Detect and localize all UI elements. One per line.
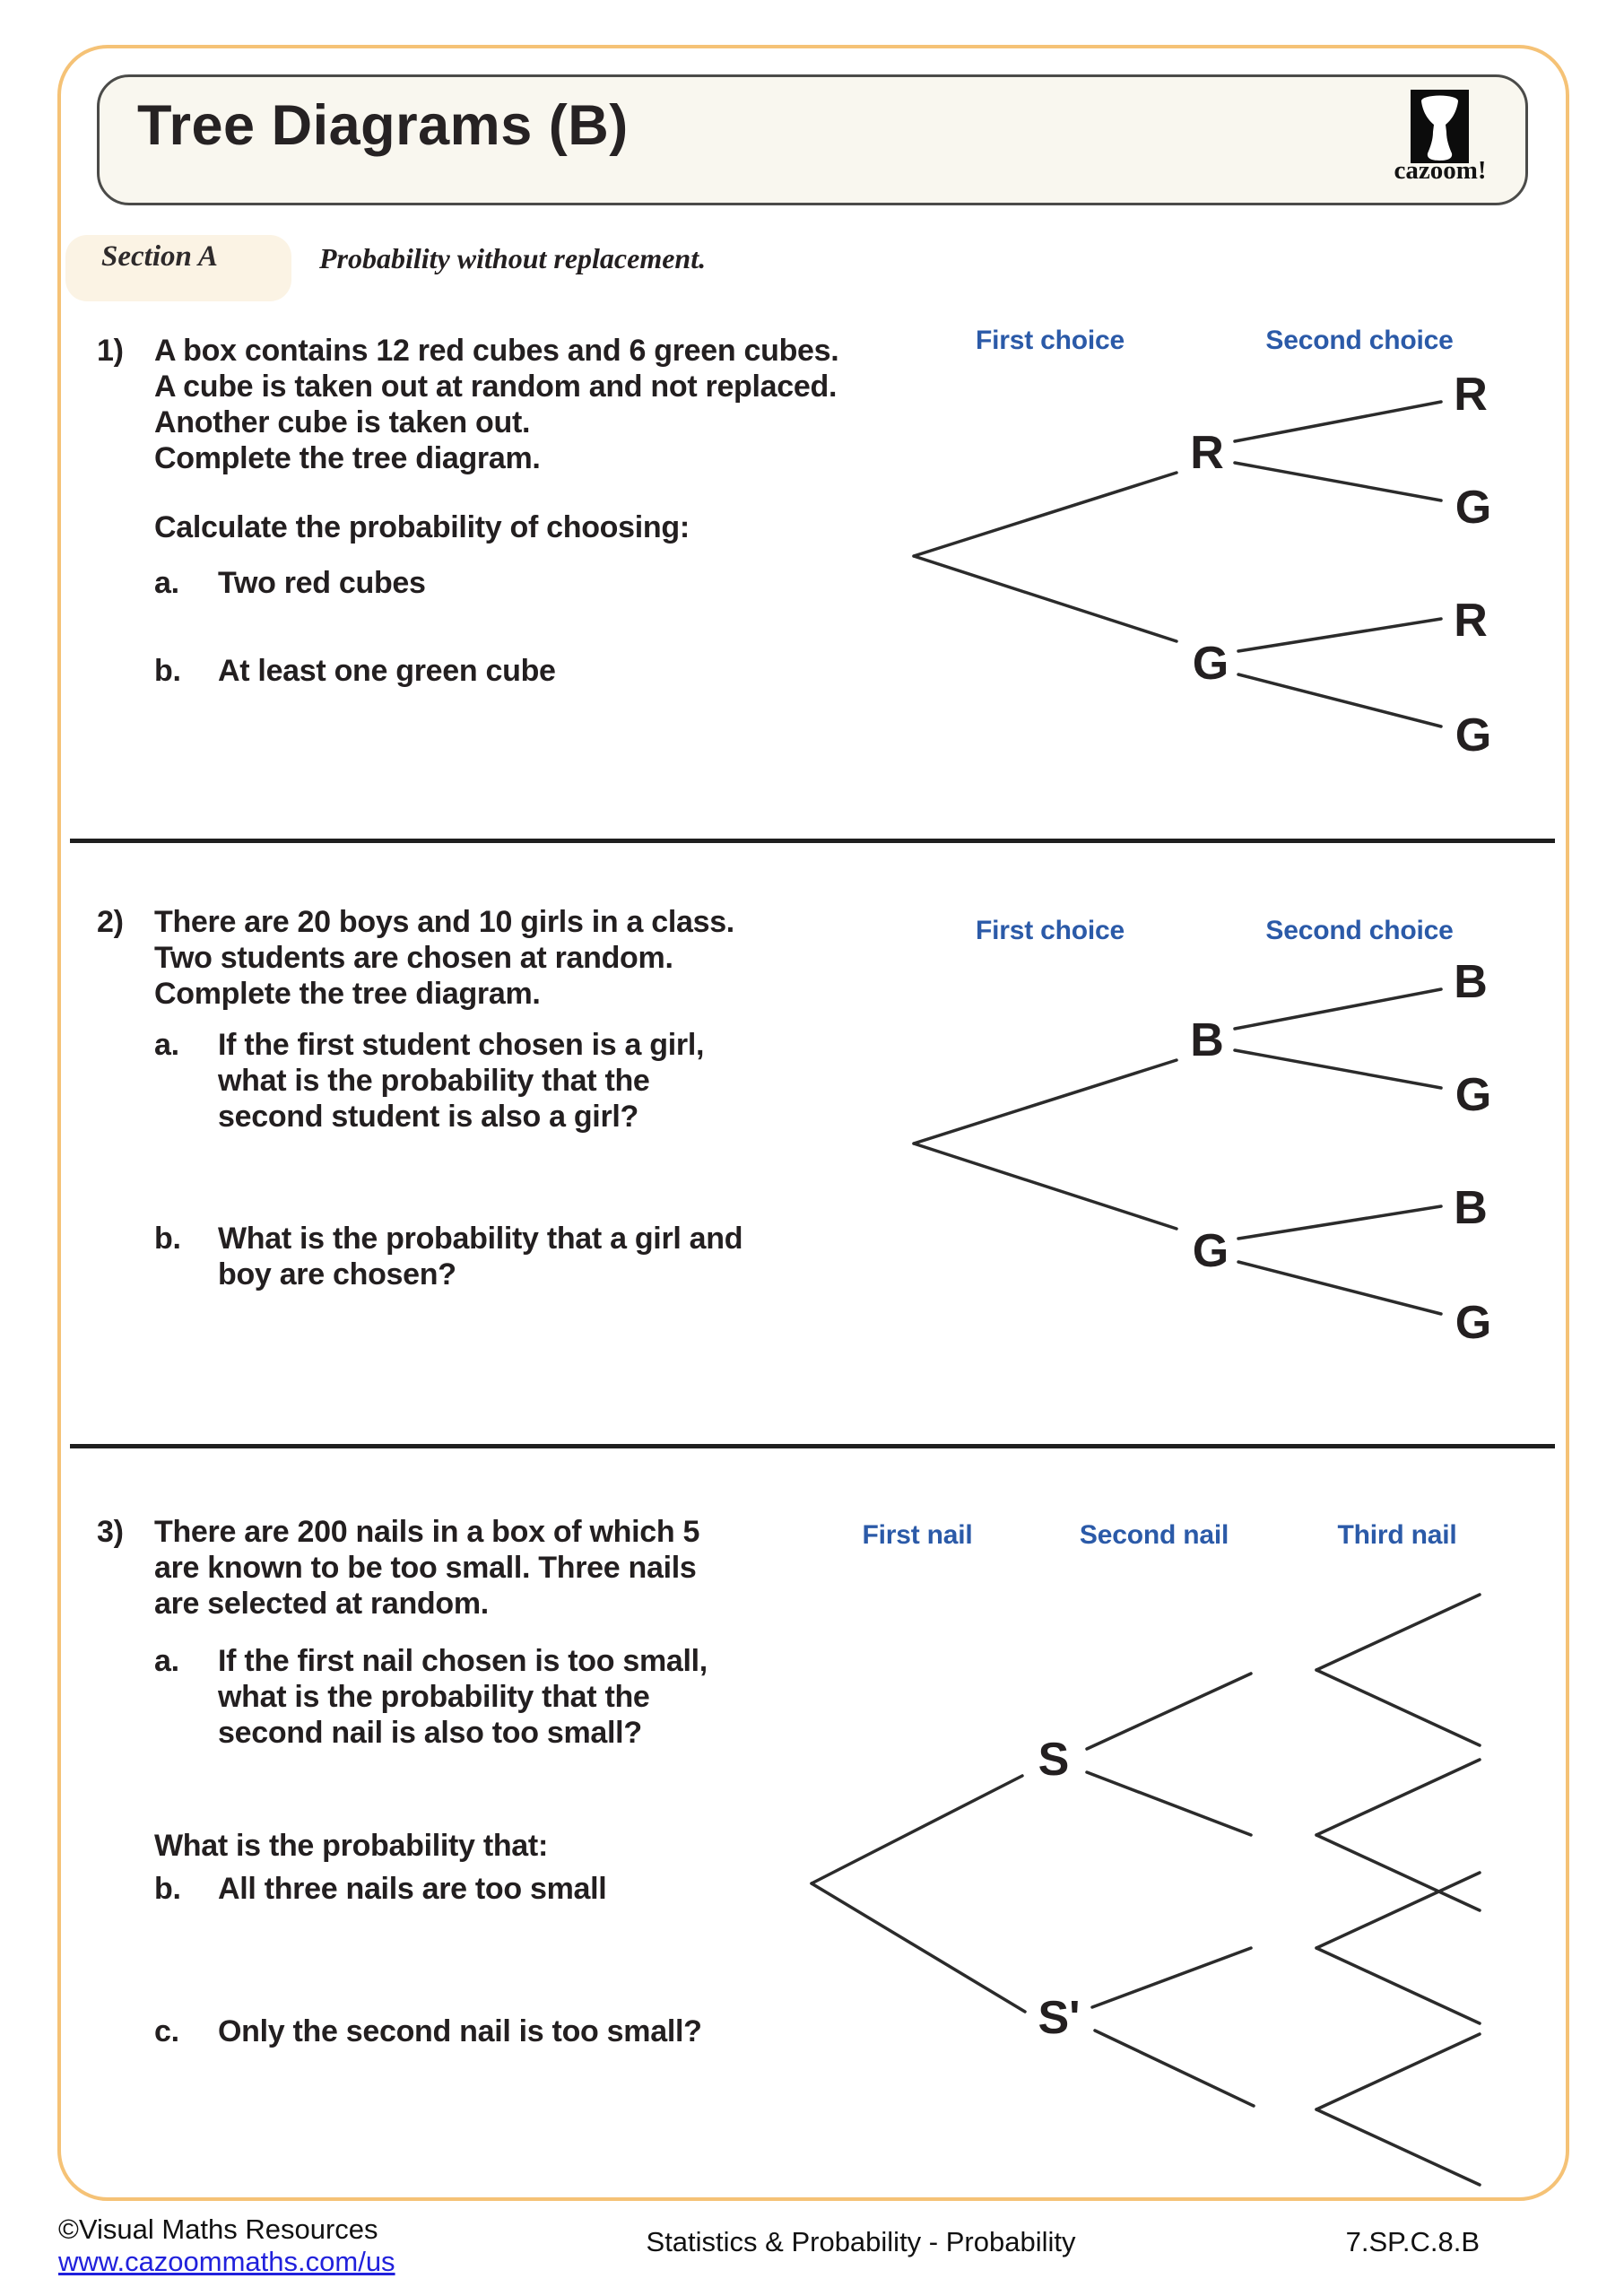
q3-part-b-label: b. (154, 1872, 181, 1906)
djembe-drum-icon (1411, 90, 1469, 163)
q1-part-a-text: Two red cubes (218, 566, 426, 600)
tree2-leaf-bb: B (1454, 956, 1488, 1008)
q1-part-b-label: b. (154, 654, 181, 688)
q3-part-c-text: Only the second nail is too small? (218, 2014, 702, 2048)
brand-text: cazoom! (1394, 156, 1487, 185)
q1-line: A box contains 12 red cubes and 6 green cubes. (154, 334, 839, 368)
tree3-node-s: S (1038, 1734, 1070, 1786)
footer-copyright: ©Visual Maths Resources (58, 2213, 378, 2245)
tree1-leaf-rr: R (1454, 369, 1488, 421)
q2-part-b-text: boy are chosen? (218, 1257, 456, 1292)
q2-part-b-text: What is the probability that a girl and (218, 1222, 743, 1256)
tree3-column-header-first: First nail (862, 1520, 973, 1550)
q3-part-a-text: second nail is also too small? (218, 1716, 642, 1750)
question-divider (70, 1444, 1555, 1448)
q3-line: are selected at random. (154, 1587, 489, 1621)
q1-prompt: Calculate the probability of choosing: (154, 510, 690, 544)
tree1-leaf-rg: G (1455, 482, 1492, 534)
q3-part-a-text: If the first nail chosen is too small, (218, 1644, 708, 1678)
section-label: Section A (101, 240, 218, 273)
q3-part-c-label: c. (154, 2014, 179, 2048)
footer-website-link[interactable]: www.cazoommaths.com/us (58, 2246, 395, 2277)
tree2-column-header-first: First choice (976, 916, 1125, 945)
q1-number: 1) (97, 334, 124, 368)
tree1-leaf-gr: R (1454, 595, 1488, 647)
q3-part-b-text: All three nails are too small (218, 1872, 607, 1906)
tree2-leaf-gb: B (1454, 1182, 1488, 1234)
q2-part-a-text: second student is also a girl? (218, 1100, 638, 1134)
q3-part-a-label: a. (154, 1644, 179, 1678)
tree1-node-g: G (1192, 638, 1229, 690)
tree3-node-s-prime: S' (1038, 1992, 1081, 2044)
section-subtitle: Probability without replacement. (319, 242, 707, 274)
q1-part-a-label: a. (154, 566, 179, 600)
q2-part-b-label: b. (154, 1222, 181, 1256)
question-divider (70, 839, 1555, 843)
q3-line: are known to be too small. Three nails (154, 1551, 697, 1585)
tree1-leaf-gg: G (1455, 709, 1492, 761)
tree2-leaf-gg: G (1455, 1297, 1492, 1349)
q3-line: There are 200 nails in a box of which 5 (154, 1515, 700, 1549)
tree2-column-header-second: Second choice (1265, 916, 1454, 945)
footer-category: Statistics & Probability - Probability (646, 2226, 1076, 2257)
tree2-node-g: G (1192, 1225, 1229, 1277)
q2-line: Complete the tree diagram. (154, 977, 541, 1011)
q2-line: Two students are chosen at random. (154, 941, 673, 975)
q1-part-b-text: At least one green cube (218, 654, 556, 688)
tree2-leaf-bg: G (1455, 1069, 1492, 1121)
q2-part-a-label: a. (154, 1028, 179, 1062)
q3-part-a-text: what is the probability that the (218, 1680, 650, 1714)
tree1-node-r: R (1190, 427, 1224, 479)
q2-line: There are 20 boys and 10 girls in a class. (154, 905, 734, 939)
q1-line: Complete the tree diagram. (154, 441, 541, 475)
q3-number: 3) (97, 1515, 124, 1549)
page-title: Tree Diagrams (B) (137, 94, 629, 157)
tree3-column-header-third: Third nail (1337, 1520, 1457, 1550)
footer-standard-code: 7.SP.C.8.B (1345, 2226, 1480, 2257)
tree2-node-b: B (1190, 1014, 1224, 1066)
tree1-column-header-first: First choice (976, 326, 1125, 355)
q3-mid-prompt: What is the probability that: (154, 1829, 548, 1863)
q2-part-a-text: what is the probability that the (218, 1064, 650, 1098)
q1-line: Another cube is taken out. (154, 405, 531, 439)
tree1-column-header-second: Second choice (1265, 326, 1454, 355)
q2-part-a-text: If the first student chosen is a girl, (218, 1028, 705, 1062)
tree3-column-header-second: Second nail (1079, 1520, 1229, 1550)
q1-line: A cube is taken out at random and not replaced. (154, 370, 838, 404)
q2-number: 2) (97, 905, 124, 939)
